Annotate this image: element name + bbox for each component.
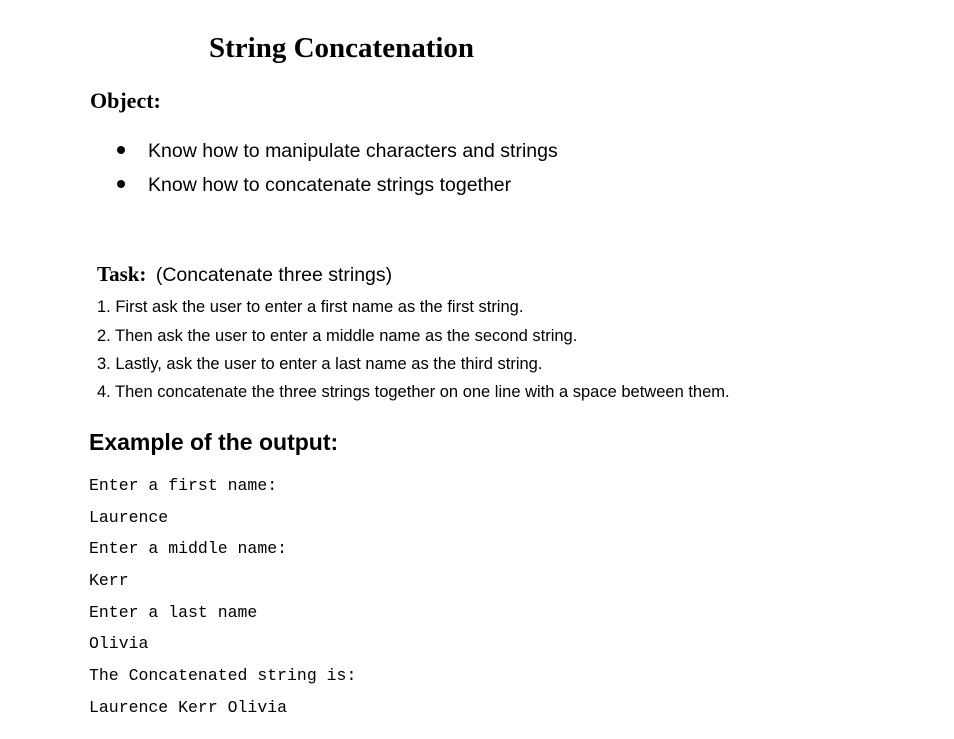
output-line: Enter a first name: <box>89 476 278 495</box>
bullet-icon <box>117 180 125 188</box>
task-step: 1. First ask the user to enter a first name as the first string. <box>97 298 524 316</box>
objective-item <box>117 173 511 197</box>
task-heading <box>97 261 392 288</box>
objective-text: Know how to manipulate characters and strings <box>148 140 558 162</box>
output-line: Enter a last name <box>89 603 258 622</box>
task-label: Task: <box>97 262 147 286</box>
output-line: The Concatenated string is: <box>89 666 357 685</box>
task-description: (Concatenate three strings) <box>155 264 393 286</box>
output-line: Enter a middle name: <box>89 539 288 558</box>
page-title: String Concatenation <box>209 32 475 64</box>
objective-text: Know how to concatenate strings together <box>148 174 512 196</box>
output-line: Laurence <box>89 508 169 527</box>
bullet-icon <box>117 146 125 154</box>
output-line: Kerr <box>89 571 129 590</box>
task-step: 3. Lastly, ask the user to enter a last name as the third string. <box>97 355 543 373</box>
output-line: Olivia <box>89 634 149 653</box>
example-heading: Example of the output: <box>89 429 339 455</box>
objective-item <box>117 139 558 163</box>
object-heading: Object: <box>90 88 161 113</box>
task-step: 2. Then ask the user to enter a middle name as the second string. <box>97 327 578 345</box>
task-step: 4. Then concatenate the three strings together on one line with a space between them. <box>97 383 730 401</box>
output-line: Laurence Kerr Olivia <box>89 698 288 717</box>
